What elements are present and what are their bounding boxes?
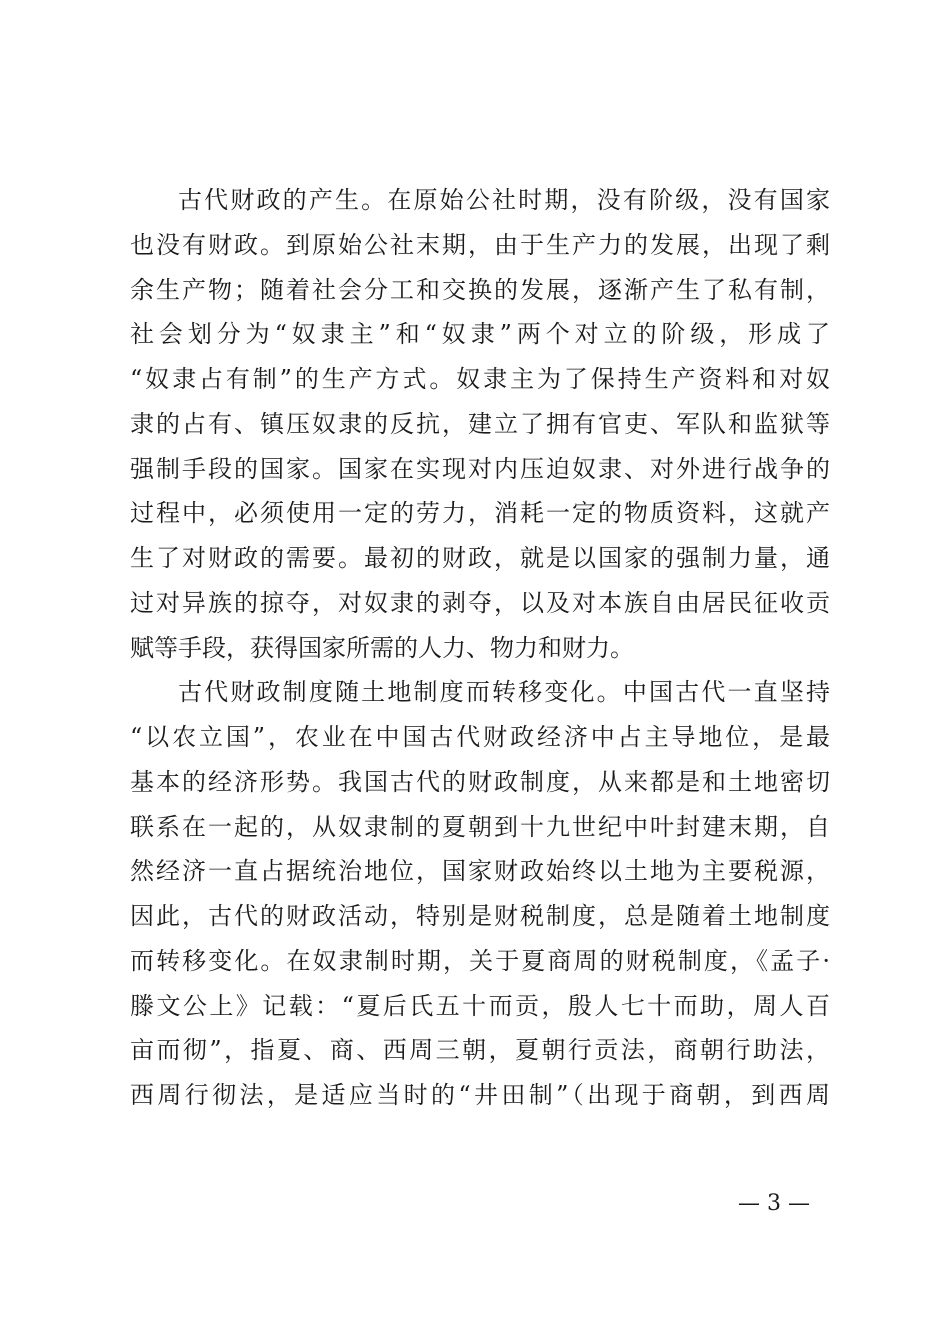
paragraph-2-line-10: 西周行彻法，是适应当时的“井田制”（出现于商朝，到西周 xyxy=(130,1081,830,1109)
paragraph-1-line-4: 社会划分为“奴隶主”和“奴隶”两个对立的阶级，形成了 xyxy=(130,320,830,349)
paragraph-1-line-3: 余生产物；随着社会分工和交换的发展，逐渐产生了私有制， xyxy=(130,275,830,304)
paragraph-2-line-4: 联系在一起的，从奴隶制的夏朝到十九世纪中叶封建末期，自 xyxy=(130,812,830,841)
paragraph-2-line-6: 因此，古代的财政活动，特别是财税制度，总是随着土地制度 xyxy=(130,902,830,930)
paragraph-2-line-7: 而转移变化。在奴隶制时期，关于夏商周的财税制度，《孟子· xyxy=(130,946,830,975)
paragraph-1-line-2: 也没有财政。到原始公社末期，由于生产力的发展，出现了剩 xyxy=(130,230,830,259)
paragraph-2-line-9: 亩而彻”，指夏、商、西周三朝，夏朝行贡法，商朝行助法， xyxy=(130,1036,830,1065)
paragraph-1-line-10: 过对异族的掠夺，对奴隶的剥夺，以及对本族自由居民征收贡 xyxy=(130,588,830,617)
paragraph-1-line-8: 过程中，必须使用一定的劳力，消耗一定的物质资料，这就产 xyxy=(130,499,830,528)
paragraph-1-line-9: 生了对财政的需要。最初的财政，就是以国家的强制力量，通 xyxy=(130,544,830,572)
paragraph-2-line-5: 然经济一直占据统治地位，国家财政始终以土地为主要税源， xyxy=(130,857,830,886)
paragraph-2-line-1: 古代财政制度随土地制度而转移变化。中国古代一直坚持 xyxy=(178,678,830,707)
paragraph-1-line-1: 古代财政的产生。在原始公社时期，没有阶级，没有国家 xyxy=(178,186,830,214)
paragraph-1-line-11: 赋等手段，获得国家所需的人力、物力和财力。 xyxy=(130,633,634,662)
paragraph-2-line-2: “以农立国”，农业在中国古代财政经济中占主导地位，是最 xyxy=(130,723,830,751)
page-number: — 3 — xyxy=(738,1191,810,1216)
paragraph-2-line-8: 滕文公上》记载：“夏后氏五十而贡，殷人七十而助，周人百 xyxy=(130,991,830,1020)
body-text xyxy=(130,178,830,1118)
paragraph-1-line-7: 强制手段的国家。国家在实现对内压迫奴隶、对外进行战争的 xyxy=(130,454,830,483)
paragraph-1-line-5: “奴隶占有制”的生产方式。奴隶主为了保持生产资料和对奴 xyxy=(130,365,830,393)
paragraph-1-line-6: 隶的占有、镇压奴隶的反抗，建立了拥有官吏、军队和监狱等 xyxy=(130,409,830,438)
paragraph-2-line-3: 基本的经济形势。我国古代的财政制度，从来都是和土地密切 xyxy=(130,767,830,796)
